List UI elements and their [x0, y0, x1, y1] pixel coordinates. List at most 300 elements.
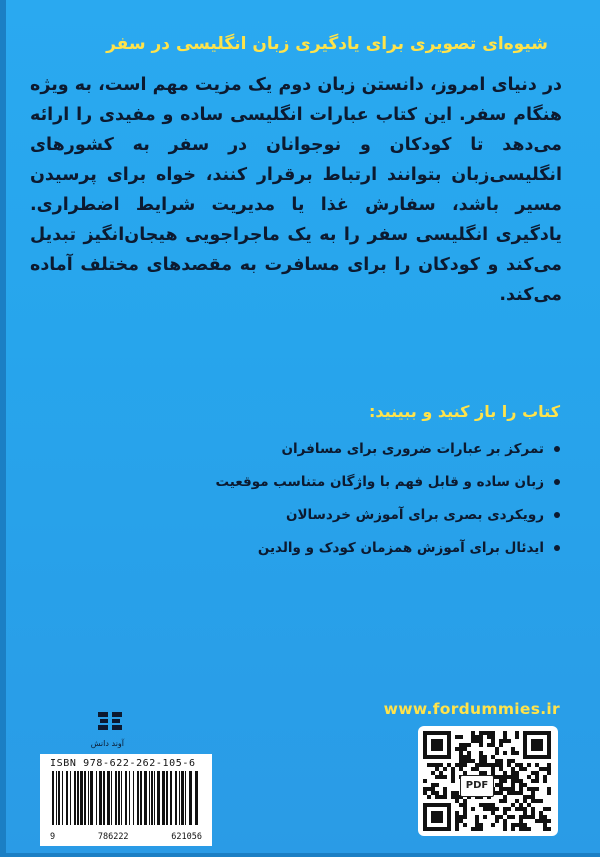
qr-module: [459, 819, 463, 823]
qr-module: [511, 759, 515, 763]
qr-module: [539, 815, 543, 819]
qr-module: [515, 763, 519, 767]
qr-module: [459, 743, 463, 747]
qr-module: [459, 763, 463, 767]
qr-module: [507, 791, 511, 795]
qr-module: [507, 815, 511, 819]
barcode-bar: [195, 771, 198, 825]
barcode-bar: [154, 771, 155, 825]
qr-module: [487, 743, 491, 747]
barcode-bar: [157, 771, 160, 825]
bullet-icon: [554, 446, 560, 452]
qr-module: [527, 763, 531, 767]
qr-module: [511, 779, 515, 783]
qr-module: [443, 775, 447, 779]
qr-module: [519, 819, 523, 823]
qr-module: [455, 815, 459, 819]
qr-module: [515, 791, 519, 795]
qr-module: [531, 779, 535, 783]
qr-module: [495, 807, 499, 811]
barcode-bar: [88, 771, 89, 825]
qr-module: [503, 779, 507, 783]
bullet-icon: [554, 479, 560, 485]
features-heading: کتاب را باز کنید و ببینید:: [368, 402, 560, 421]
qr-module: [463, 799, 467, 803]
feature-item: [160, 432, 560, 465]
qr-module: [455, 795, 459, 799]
qr-module: [455, 791, 459, 795]
barcode-bar: [129, 771, 130, 825]
qr-module: [491, 735, 495, 739]
qr-module: [423, 779, 427, 783]
qr-module: [503, 735, 507, 739]
qr-module: [463, 815, 467, 819]
publisher-logo-icon: [90, 710, 124, 748]
qr-module: [543, 815, 547, 819]
qr-module: [519, 827, 523, 831]
qr-module: [519, 783, 523, 787]
qr-module: [547, 763, 551, 767]
qr-module: [455, 799, 459, 803]
barcode-bars: [50, 769, 202, 827]
qr-module: [483, 763, 487, 767]
qr-module: [479, 823, 483, 827]
qr-module: [467, 743, 471, 747]
qr-module: [535, 799, 539, 803]
qr-module: [511, 747, 515, 751]
qr-module: [495, 763, 499, 767]
qr-module: [543, 823, 547, 827]
qr-module: [431, 787, 435, 791]
qr-module: [479, 755, 483, 759]
qr-module: [435, 795, 439, 799]
qr-module: [499, 791, 503, 795]
barcode-bar: [62, 771, 63, 825]
barcode-bar: [103, 771, 105, 825]
qr-module: [487, 807, 491, 811]
qr-module: [491, 731, 495, 735]
barcode-bar: [175, 771, 177, 825]
qr-finder-pattern: [531, 739, 543, 751]
barcode-digit-group: 621056: [171, 832, 202, 842]
qr-module: [531, 815, 535, 819]
qr-module: [507, 763, 511, 767]
qr-module: [535, 771, 539, 775]
feature-item: [160, 465, 560, 498]
qr-module: [539, 819, 543, 823]
barcode-bar: [170, 771, 172, 825]
qr-module: [511, 827, 515, 831]
barcode-bar: [181, 771, 184, 825]
barcode-bar: [99, 771, 102, 825]
qr-module: [463, 755, 467, 759]
qr-module: [475, 815, 479, 819]
qr-module: [543, 779, 547, 783]
qr-module: [483, 759, 487, 763]
qr-module: [471, 739, 475, 743]
qr-module: [495, 759, 499, 763]
barcode-digits: [50, 832, 202, 842]
isbn-barcode: [40, 754, 212, 846]
qr-module: [455, 823, 459, 827]
qr-module: [459, 735, 463, 739]
qr-module: [535, 775, 539, 779]
qr-module: [463, 811, 467, 815]
qr-module: [495, 783, 499, 787]
qr-module: [527, 775, 531, 779]
qr-module: [499, 787, 503, 791]
qr-module: [471, 759, 475, 763]
qr-module: [487, 803, 491, 807]
qr-module: [511, 751, 515, 755]
qr-module: [531, 799, 535, 803]
qr-module: [495, 751, 499, 755]
qr-module: [439, 771, 443, 775]
qr-module: [459, 747, 463, 751]
qr-module: [471, 807, 475, 811]
qr-module: [479, 763, 483, 767]
qr-module: [451, 779, 455, 783]
qr-module: [443, 795, 447, 799]
qr-module: [431, 771, 435, 775]
qr-module: [535, 787, 539, 791]
qr-module: [507, 807, 511, 811]
qr-module: [459, 751, 463, 755]
qr-module: [451, 795, 455, 799]
qr-module: [515, 807, 519, 811]
qr-module: [523, 811, 527, 815]
qr-module: [483, 731, 487, 735]
barcode-bar: [80, 771, 83, 825]
qr-module: [443, 767, 447, 771]
qr-module: [475, 739, 479, 743]
qr-module: [459, 755, 463, 759]
qr-module: [435, 775, 439, 779]
qr-module: [515, 799, 519, 803]
qr-module: [499, 775, 503, 779]
qr-module: [507, 787, 511, 791]
pdf-badge-icon: PDF: [460, 775, 494, 797]
description-text: در دنیای امروز، دانستن زبان دوم یک مزیت مهم است، به ویژه هنگام سفر. این کتاب عبارات انگلیسی ساده و مفیدی را ارائه می‌دهد تا کودکان و نوجوانان در سفر به کشورهای انگلیسی‌زبان بتوانند ارتباط برقرار کنند، خواه برای پرسیدن مسیر باشد، سفارش غذا یا مدیریت شرایط اضطراری. یادگیری انگلیسی سفر را به یک ماجراجویی هیجان‌انگیز تبدیل می‌کند و کودکان را برای مسافرت به مقصدهای مختلف آماده می‌کند.: [30, 75, 562, 305]
barcode-bar: [185, 771, 186, 825]
qr-module: [439, 795, 443, 799]
barcode-bar: [90, 771, 93, 825]
qr-module: [527, 795, 531, 799]
qr-module: [511, 771, 515, 775]
qr-module: [483, 755, 487, 759]
qr-module: [523, 827, 527, 831]
qr-module: [479, 827, 483, 831]
qr-module: [483, 807, 487, 811]
qr-module: [503, 799, 507, 803]
qr-module: [503, 827, 507, 831]
qr-module: [519, 807, 523, 811]
qr-module: [495, 791, 499, 795]
qr-module: [435, 763, 439, 767]
qr-module: [427, 795, 431, 799]
qr-module: [431, 791, 435, 795]
qr-module: [519, 823, 523, 827]
qr-module: [455, 819, 459, 823]
barcode-bar: [70, 771, 71, 825]
qr-module: [463, 759, 467, 763]
qr-module: [503, 819, 507, 823]
qr-module: [511, 803, 515, 807]
qr-module: [499, 743, 503, 747]
qr-module: [459, 759, 463, 763]
qr-module: [491, 767, 495, 771]
qr-module: [487, 763, 491, 767]
qr-module: [523, 807, 527, 811]
qr-module: [547, 819, 551, 823]
qr-module: [511, 767, 515, 771]
qr-module: [491, 807, 495, 811]
barcode-bar: [151, 771, 153, 825]
qr-module: [515, 731, 519, 735]
qr-module: [475, 823, 479, 827]
barcode-bar: [144, 771, 147, 825]
qr-module: [499, 763, 503, 767]
barcode-bar: [133, 771, 134, 825]
barcode-digit-group: 9: [50, 832, 56, 842]
qr-module: [515, 771, 519, 775]
qr-module: [523, 815, 527, 819]
qr-module: [495, 775, 499, 779]
qr-module: [427, 763, 431, 767]
barcode-bar: [140, 771, 142, 825]
qr-module: [459, 803, 463, 807]
qr-module: [475, 735, 479, 739]
qr-module: [547, 771, 551, 775]
barcode-digit-group: 786222: [97, 832, 129, 842]
qr-module: [435, 767, 439, 771]
qr-module: [543, 807, 547, 811]
qr-module: [511, 787, 515, 791]
qr-module: [523, 783, 527, 787]
qr-module: [503, 811, 507, 815]
qr-module: [503, 731, 507, 735]
qr-module: [515, 735, 519, 739]
qr-module: [463, 763, 467, 767]
qr-module: [475, 827, 479, 831]
qr-module: [463, 803, 467, 807]
qr-module: [499, 815, 503, 819]
qr-module: [503, 787, 507, 791]
qr-module: [503, 775, 507, 779]
qr-module: [531, 791, 535, 795]
barcode-bar: [166, 771, 168, 825]
qr-module: [511, 815, 515, 819]
barcode-bar: [74, 771, 76, 825]
qr-module: [435, 791, 439, 795]
qr-module: [511, 783, 515, 787]
qr-module: [491, 803, 495, 807]
qr-module: [451, 771, 455, 775]
qr-module: [535, 819, 539, 823]
qr-module: [455, 811, 459, 815]
qr-module: [479, 759, 483, 763]
qr-module: [455, 747, 459, 751]
barcode-bar: [66, 771, 68, 825]
qr-module: [523, 795, 527, 799]
qr-module: [507, 775, 511, 779]
qr-module: [451, 775, 455, 779]
qr-module: [467, 755, 471, 759]
qr-module: [471, 731, 475, 735]
cover-title: شیوه‌ای تصویری برای یادگیری زبان انگلیسی در سفر: [106, 34, 548, 54]
qr-module: [515, 779, 519, 783]
qr-module: [527, 787, 531, 791]
qr-module: [531, 787, 535, 791]
qr-module: [499, 779, 503, 783]
qr-module: [463, 807, 467, 811]
qr-module: [459, 767, 463, 771]
qr-module: [547, 791, 551, 795]
barcode-bar: [107, 771, 110, 825]
barcode-bar: [179, 771, 180, 825]
qr-finder-pattern: [431, 811, 443, 823]
qr-module: [475, 819, 479, 823]
qr-module: [539, 799, 543, 803]
qr-module: [491, 743, 495, 747]
qr-module: [543, 775, 547, 779]
qr-module: [531, 771, 535, 775]
barcode-bar: [96, 771, 97, 825]
barcode-bar: [125, 771, 127, 825]
qr-module: [463, 823, 467, 827]
qr-module: [503, 807, 507, 811]
qr-module: [507, 739, 511, 743]
qr-module: [479, 739, 483, 743]
qr-module: [511, 823, 515, 827]
qr-module: [455, 763, 459, 767]
description-paragraph: [30, 70, 562, 310]
qr-module: [527, 815, 531, 819]
qr-module: [511, 775, 515, 779]
qr-module: [519, 763, 523, 767]
qr-module: [515, 775, 519, 779]
barcode-bar: [84, 771, 86, 825]
qr-module: [447, 763, 451, 767]
qr-module: [423, 787, 427, 791]
qr-module: [523, 799, 527, 803]
feature-text: ایدئال برای آموزش همزمان کودک و والدین: [257, 539, 544, 556]
qr-module: [491, 811, 495, 815]
qr-finder-pattern: [431, 739, 443, 751]
barcode-bar: [56, 771, 57, 825]
feature-text: رویکردی بصری برای آموزش خردسالان: [285, 506, 544, 523]
qr-module: [491, 763, 495, 767]
isbn-number: ISBN 978-622-262-105-6: [50, 758, 196, 769]
bullet-icon: [554, 512, 560, 518]
qr-module: [483, 815, 487, 819]
qr-module: [547, 807, 551, 811]
qr-module: [467, 751, 471, 755]
qr-module: [531, 807, 535, 811]
qr-module: [479, 731, 483, 735]
qr-module: [423, 791, 427, 795]
qr-module: [451, 767, 455, 771]
website-link[interactable]: www.fordummies.ir: [383, 700, 560, 718]
qr-module: [427, 787, 431, 791]
qr-module: [491, 755, 495, 759]
qr-module: [471, 827, 475, 831]
barcode-bar: [52, 771, 54, 825]
barcode-bar: [149, 771, 150, 825]
qr-module: [531, 795, 535, 799]
qr-module: [475, 763, 479, 767]
qr-module: [431, 783, 435, 787]
qr-module: [535, 763, 539, 767]
bullet-icon: [554, 545, 560, 551]
barcode-bar: [118, 771, 120, 825]
qr-module: [443, 787, 447, 791]
qr-module: [535, 779, 539, 783]
qr-module: [539, 767, 543, 771]
qr-module: [479, 751, 483, 755]
feature-item: [160, 498, 560, 531]
barcode-bar: [115, 771, 117, 825]
qr-module: [543, 819, 547, 823]
barcode-bar: [58, 771, 60, 825]
barcode-bar: [162, 771, 165, 825]
qr-module: [451, 791, 455, 795]
qr-module: [499, 783, 503, 787]
qr-module: [479, 743, 483, 747]
qr-module: [531, 811, 535, 815]
publisher-name: آوند دانش: [90, 739, 124, 748]
qr-module: [487, 731, 491, 735]
qr-module: [515, 823, 519, 827]
qr-module: [523, 823, 527, 827]
qr-module: [499, 767, 503, 771]
qr-module: [459, 815, 463, 819]
qr-module: [519, 791, 523, 795]
qr-module: [491, 823, 495, 827]
qr-module: [491, 739, 495, 743]
barcode-bar: [121, 771, 122, 825]
qr-module: [507, 759, 511, 763]
qr-module: [527, 803, 531, 807]
qr-module: [519, 815, 523, 819]
qr-module: [431, 763, 435, 767]
qr-module: [455, 735, 459, 739]
qr-module: [503, 751, 507, 755]
qr-module: [539, 811, 543, 815]
qr-module: [463, 743, 467, 747]
barcode-bar: [111, 771, 112, 825]
qr-module: [515, 751, 519, 755]
qr-module: [519, 787, 523, 791]
qr-module: [463, 747, 467, 751]
feature-text: زبان ساده و قابل فهم با واژگان متناسب موقعیت: [215, 473, 544, 490]
qr-module: [527, 827, 531, 831]
qr-module: [547, 767, 551, 771]
qr-module: [495, 819, 499, 823]
qr-module: [503, 739, 507, 743]
qr-module: [443, 791, 447, 795]
qr-module: [547, 827, 551, 831]
qr-module: [435, 783, 439, 787]
qr-module: [471, 767, 475, 771]
qr-module: [499, 759, 503, 763]
qr-module: [495, 747, 499, 751]
qr-module: [519, 803, 523, 807]
features-list: [160, 432, 560, 564]
qr-module: [455, 827, 459, 831]
barcode-bar: [137, 771, 139, 825]
qr-module: [499, 739, 503, 743]
